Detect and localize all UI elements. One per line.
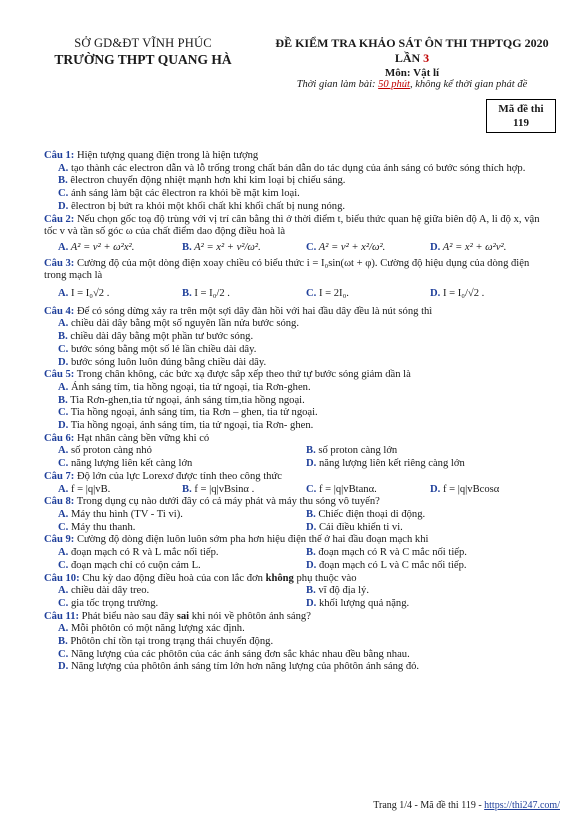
question-stem-emphasis: không <box>265 572 294 584</box>
option-b <box>44 175 554 188</box>
option-letter: C. <box>58 648 69 660</box>
option-text: Năng lượng của các phôtôn của các ánh sáng đơn sắc khác nhau đều bằng nhau. <box>68 648 410 660</box>
option-text: Tia hồng ngoại, ánh sáng tím, tia Rơn – ghen, tia tử ngoại. <box>68 407 318 419</box>
option-text: khối lượng quả nặng. <box>316 597 410 609</box>
option-letter: A. <box>58 318 69 330</box>
option-b <box>306 547 554 560</box>
question-stem: Độ lớn của lực Lorexơ được tính theo công thức <box>74 470 282 482</box>
option-b <box>182 288 306 301</box>
option-text: bước sóng luôn luôn đúng bằng chiều dài dây. <box>68 356 267 368</box>
question-label: Câu 2: <box>44 213 75 225</box>
page-footer <box>320 800 560 811</box>
department-name: SỞ GD&ĐT VĨNH PHÚC <box>74 36 212 50</box>
option-letter: C. <box>58 407 69 419</box>
option-d <box>430 288 554 301</box>
option-b <box>44 636 554 649</box>
question-stem-pre: Phát biểu nào sau đây <box>79 610 177 622</box>
question-2 <box>44 214 554 255</box>
question-3 <box>44 258 554 301</box>
option-d <box>306 458 554 471</box>
option-c <box>44 344 554 357</box>
option-a <box>44 382 554 395</box>
option-a <box>58 509 306 522</box>
option-text: bước sóng bằng một số lẻ lần chiều dài dây. <box>68 343 257 355</box>
question-stem: Để có sóng dừng xảy ra trên một sợi dây đàn hồi với hai đầu dây đều là nút sóng thì <box>74 305 433 317</box>
option-c <box>44 188 554 201</box>
option-letter: D. <box>58 200 69 212</box>
option-text: số proton càng nhỏ <box>68 445 152 457</box>
option-c <box>58 458 306 471</box>
options-row <box>44 484 554 497</box>
option-text: Ánh sáng tím, tia hồng ngoại, tia tử ngoại, tia Rơn-ghen. <box>68 381 311 393</box>
question-label: Câu 11: <box>44 610 80 622</box>
question-6 <box>44 433 554 471</box>
question-label: Câu 6: <box>44 432 75 444</box>
options-row <box>44 445 554 458</box>
question-stem-post: phụ thuộc vào <box>293 572 357 584</box>
options-row <box>44 242 554 255</box>
option-letter: D. <box>306 521 317 533</box>
question-label: Câu 3: <box>44 257 75 269</box>
option-letter: C. <box>306 483 317 495</box>
options-row <box>44 547 554 560</box>
question-label: Câu 7: <box>44 470 75 482</box>
option-text: f = |q|vB. <box>68 483 111 495</box>
time-suffix: , không kể thời gian phát đề <box>409 79 528 90</box>
option-letter: A. <box>58 623 69 635</box>
question-8 <box>44 496 554 534</box>
question-label: Câu 1: <box>44 150 75 161</box>
option-c <box>44 407 554 420</box>
option-a <box>58 547 306 560</box>
option-c <box>306 288 430 301</box>
option-letter: B. <box>58 636 68 648</box>
option-a <box>58 242 182 255</box>
option-d <box>430 242 554 255</box>
option-text: đoạn mạch có L và C mắc nối tiếp. <box>316 559 467 571</box>
option-letter: B. <box>182 483 192 495</box>
option-letter: C. <box>306 288 317 300</box>
option-letter: C. <box>58 597 69 609</box>
question-label: Câu 4: <box>44 305 75 317</box>
option-text: chiều dài dây bằng một số nguyên lần nửa bước sóng. <box>68 318 299 330</box>
option-text: gia tốc trọng trường. <box>68 597 159 609</box>
question-label: Câu 5: <box>44 369 75 381</box>
option-text: f = |q|vBsinα . <box>191 483 255 495</box>
option-a <box>44 623 554 636</box>
question-stem: Cường độ dòng điện luôn luôn sớm pha hơn hiệu điện thế ở hai đầu đoạn mạch khi <box>74 534 429 546</box>
option-text: Năng lượng của phôtôn ánh sáng tím lớn hơn năng lượng của phôtôn ánh sáng đỏ. <box>68 661 420 673</box>
option-text: f = |q|vBcosα <box>440 483 500 495</box>
option-text: số proton càng lớn <box>315 445 398 457</box>
exam-code-box <box>486 99 556 133</box>
option-text: Cái điều khiển ti vi. <box>316 521 403 533</box>
exam-time <box>262 79 562 90</box>
option-letter: B. <box>58 394 68 406</box>
option-d <box>430 484 554 497</box>
options-row <box>44 458 554 471</box>
option-text: f = |q|vBtanα. <box>316 483 377 495</box>
option-letter: D. <box>58 661 69 673</box>
question-label: Câu 10: <box>44 572 80 584</box>
question-stem: Cường độ của một dòng điện xoay chiều có biểu thức i = I₀sin(ωt + φ). Cường độ hiệu dụng của dòng điện trong mạch là <box>44 257 530 282</box>
option-d <box>44 357 554 370</box>
option-letter: A. <box>58 445 69 457</box>
question-stem-post: khi nói về phôtôn ánh sáng? <box>189 610 311 622</box>
option-letter: C. <box>58 521 69 533</box>
exam-code-number: 119 <box>513 117 529 129</box>
question-stem: Nếu chọn gốc toạ độ trùng với vị trí cân bằng thì ở thời điểm t, biểu thức quan hệ giữa biên độ A, li độ x, vận tốc v và tần số góc ω của chất điểm dao động điều hoà là <box>44 213 540 238</box>
option-c <box>58 522 306 535</box>
option-text: Phôtôn chỉ tồn tại trong trạng thái chuyển động. <box>67 636 274 648</box>
option-text: Máy thu hình (TV - Ti vi). <box>68 508 183 520</box>
option-b <box>306 509 554 522</box>
option-c <box>58 560 306 573</box>
option-a <box>44 318 554 331</box>
question-stem-pre: Chu kỳ dao động điều hoà của con lắc đơn <box>79 572 266 584</box>
option-text: I = I₀/√2 . <box>440 288 485 300</box>
option-a <box>58 445 306 458</box>
option-c <box>306 242 430 255</box>
option-letter: A. <box>58 162 69 174</box>
option-text: Máy thu thanh. <box>68 521 136 533</box>
option-text: êlectron bị bứt ra khỏi một khối chất khi khối chất bị nung nóng. <box>68 200 346 212</box>
question-label: Câu 9: <box>44 534 75 546</box>
option-text: I = I₀/2 . <box>191 288 230 300</box>
time-value: 50 phút <box>378 79 410 90</box>
option-letter: A. <box>58 483 69 495</box>
question-stem-emphasis: sai <box>176 610 190 622</box>
options-row <box>44 598 554 611</box>
school-name: TRƯỜNG THPT QUANG HÀ <box>54 52 232 67</box>
option-text: Chiếc điện thoại di động. <box>315 508 426 520</box>
option-a <box>58 288 182 301</box>
question-7 <box>44 471 554 496</box>
question-9 <box>44 534 554 572</box>
option-text: chiều dài dây treo. <box>68 585 150 597</box>
option-b <box>182 484 306 497</box>
option-a <box>58 484 182 497</box>
option-b <box>44 395 554 408</box>
option-text: A² = v² + x²/ω². <box>316 241 386 253</box>
option-text: A² = x² + ω²v². <box>440 241 507 253</box>
question-stem: Trong dụng cụ nào dưới đây có cả máy phát và máy thu sóng vô tuyến? <box>74 496 380 508</box>
option-letter: B. <box>182 288 192 300</box>
option-b <box>306 445 554 458</box>
option-text: Mỗi phôtôn có một năng lượng xác định. <box>68 623 245 635</box>
subject: Môn: Vật lí <box>384 67 440 79</box>
options-row <box>44 288 554 301</box>
option-d <box>44 661 554 674</box>
header-left <box>28 36 258 68</box>
option-letter: D. <box>58 356 69 368</box>
option-letter: A. <box>58 241 69 253</box>
option-letter: C. <box>58 559 69 571</box>
option-a <box>44 163 554 176</box>
option-text: A² = x² + v²/ω². <box>191 241 261 253</box>
option-text: đoạn mạch có R và L mắc nối tiếp. <box>68 547 219 559</box>
option-b <box>182 242 306 255</box>
question-4 <box>44 306 554 370</box>
question-5 <box>44 369 554 433</box>
option-letter: B. <box>58 175 68 187</box>
option-text: năng lượng liên kết riêng càng lớn <box>316 458 465 470</box>
options-row <box>44 585 554 598</box>
option-letter: C. <box>306 241 317 253</box>
question-list <box>44 150 554 674</box>
option-b <box>306 585 554 598</box>
header-right <box>262 36 562 90</box>
option-text: vĩ độ địa lý. <box>315 585 369 597</box>
option-text: đoạn mạch có R và C mắc nối tiếp. <box>315 547 467 559</box>
option-text: I = I₀√2 . <box>68 288 110 300</box>
option-text: năng lượng liên kết càng lớn <box>68 458 193 470</box>
question-10 <box>44 573 554 611</box>
option-letter: C. <box>58 343 69 355</box>
option-text: ánh sáng làm bật các êlectron ra khỏi bề mặt kim loại. <box>68 188 300 200</box>
option-letter: A. <box>58 381 69 393</box>
question-stem: Hạt nhân càng bền vững khi có <box>74 432 210 444</box>
option-text: A² = v² + ω²x². <box>68 241 135 253</box>
option-a <box>58 585 306 598</box>
options-row <box>44 509 554 522</box>
option-d <box>306 598 554 611</box>
option-d <box>44 201 554 214</box>
option-letter: B. <box>58 331 68 343</box>
option-letter: A. <box>58 547 69 559</box>
option-letter: A. <box>58 585 69 597</box>
option-letter: D. <box>430 288 441 300</box>
option-text: êlectron chuyển động nhiệt mạnh hơn khi kim loại bị chiếu sáng. <box>67 175 346 187</box>
options-row <box>44 560 554 573</box>
option-letter: B. <box>182 241 192 253</box>
option-letter: D. <box>430 241 441 253</box>
exam-code-label: Mã đề thi <box>498 103 544 115</box>
option-letter: D. <box>306 559 317 571</box>
option-b <box>44 331 554 344</box>
option-letter: D. <box>306 597 317 609</box>
footer-link[interactable]: https://thi247.com/ <box>484 800 560 811</box>
option-letter: A. <box>58 508 69 520</box>
option-letter: C. <box>58 458 69 470</box>
option-text: Tia hồng ngoại, ánh sáng tím, tia tử ngoại, tia Rơn- ghen. <box>68 420 314 432</box>
round-number: 3 <box>423 51 430 65</box>
option-c <box>58 598 306 611</box>
option-letter: D. <box>306 458 317 470</box>
question-label: Câu 8: <box>44 496 75 508</box>
option-c <box>306 484 430 497</box>
round-label: LẦN <box>394 51 421 65</box>
question-1 <box>44 150 554 214</box>
footer-page-info: Trang 1/4 - Mã đề thi 119 - <box>373 800 485 811</box>
option-text: đoạn mạch chỉ có cuộn cảm L. <box>68 559 201 571</box>
option-letter: D. <box>58 420 69 432</box>
option-c <box>44 649 554 662</box>
option-d <box>306 522 554 535</box>
exam-round <box>262 51 562 66</box>
time-prefix: Thời gian làm bài: <box>296 79 376 90</box>
option-d <box>44 420 554 433</box>
exam-title: ĐỀ KIỂM TRA KHẢO SÁT ÔN THI THPTQG 2020 <box>275 36 549 50</box>
question-11 <box>44 611 554 675</box>
option-letter: B. <box>306 445 316 457</box>
option-letter: C. <box>58 188 69 200</box>
option-text: I = 2I₀. <box>316 288 349 300</box>
option-letter: B. <box>306 508 316 520</box>
question-stem: Trong chân không, các bức xạ được sắp xếp theo thứ tự bước sóng giảm dần là <box>74 369 411 381</box>
options-row <box>44 522 554 535</box>
option-text: Tia Rơn-ghen,tia tử ngoại, ánh sáng tím,tia hồng ngoại. <box>67 394 305 406</box>
option-text: tạo thành các electron dẫn và lỗ trống trong chất bán dẫn do tác dụng của ánh sáng có bước sóng thích hợp. <box>68 162 526 174</box>
option-text: chiều dài dây bằng một phần tư bước sóng. <box>67 331 254 343</box>
option-letter: B. <box>306 547 316 559</box>
option-letter: A. <box>58 288 69 300</box>
option-letter: D. <box>430 483 441 495</box>
option-d <box>306 560 554 573</box>
option-letter: B. <box>306 585 316 597</box>
question-stem: Hiện tượng quang điện trong là hiện tượng <box>74 150 259 161</box>
